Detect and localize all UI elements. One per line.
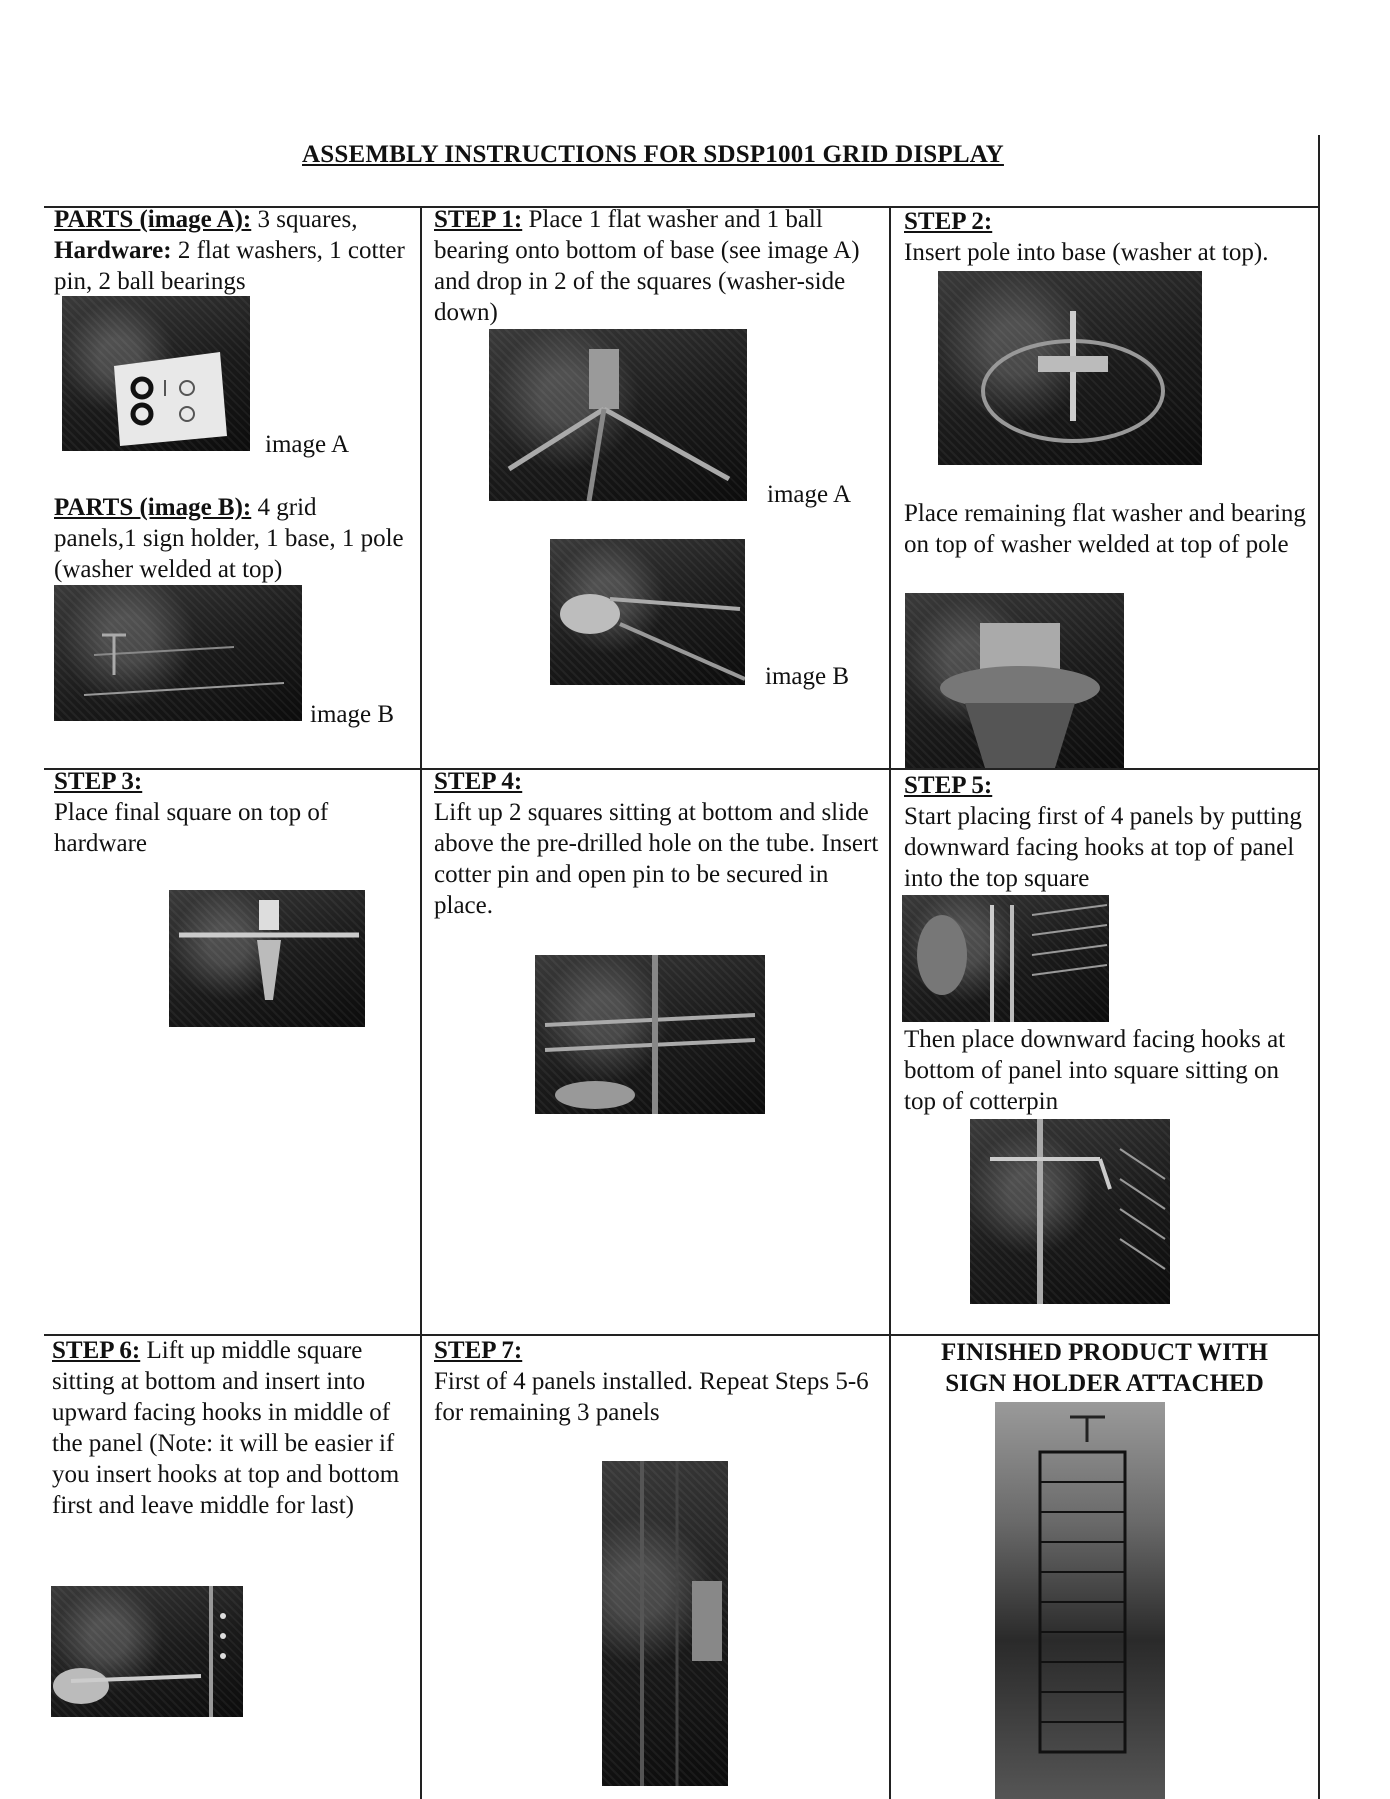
step5-photo-a — [902, 895, 1109, 1022]
step7-heading: STEP 7: — [434, 1337, 523, 1364]
step1-text — [434, 204, 884, 328]
step3-heading: STEP 3: — [54, 768, 143, 795]
step4-photo — [535, 955, 765, 1114]
step5-text — [904, 770, 1316, 894]
step1-photo-a — [489, 329, 747, 501]
step4-description: Lift up 2 squares sitting at bottom and slide above the pre-drilled hole on the tube. Insert cotter pin and open pin to be secured in place. — [434, 799, 879, 919]
step3-description: Place final square on top of hardware — [54, 799, 329, 857]
step2-photo-a — [938, 271, 1202, 465]
step7-text — [434, 1335, 884, 1428]
step5-text-2: Then place downward facing hooks at bottom of panel into square sitting on top of cotterpin — [904, 1026, 1286, 1115]
step5-heading: STEP 5: — [904, 772, 993, 799]
parts-a-hardware-label: Hardware: — [54, 237, 172, 264]
step2-text — [904, 206, 1316, 268]
step2-heading: STEP 2: — [904, 208, 993, 235]
finished-heading-line1: FINISHED PRODUCT WITH — [941, 1339, 1268, 1366]
step5-description: Start placing first of 4 panels by putting downward facing hooks at top of panel into the top square — [904, 803, 1302, 892]
step4-heading: STEP 4: — [434, 768, 523, 795]
step2-text-2: Place remaining flat washer and bearing on top of washer welded at top of pole — [904, 500, 1306, 558]
page-title: ASSEMBLY INSTRUCTIONS FOR SDSP1001 GRID DISPLAY — [302, 141, 1004, 168]
step7-photo — [602, 1461, 728, 1786]
grid-line-v2 — [889, 206, 891, 1799]
step1-photo-b — [550, 539, 745, 685]
parts-b-text — [54, 492, 404, 585]
parts-a-squares: 3 squares, — [251, 206, 358, 233]
parts-b-description: 4 grid panels,1 sign holder, 1 base, 1 pole (washer welded at top) — [54, 494, 404, 583]
step1-caption-a: image A — [767, 481, 852, 508]
grid-line-v3 — [1318, 206, 1320, 1799]
step6-description: Lift up middle square sitting at bottom and insert into upward facing hooks in middle of the panel (Note: it will be easier if you insert hooks at top and bottom first and leave middle for last) — [52, 1337, 400, 1519]
step6-photo — [51, 1586, 243, 1717]
step6-text — [52, 1335, 414, 1521]
grid-line-v1 — [420, 206, 422, 1799]
parts-a-hardware-text: 2 flat washers, 1 cotter pin, 2 ball bearings — [54, 237, 405, 295]
step1-description: Place 1 flat washer and 1 ball bearing onto bottom of base (see image A) and drop in 2 of the squares (washer-side down) — [434, 206, 860, 326]
parts-a-heading: PARTS (image A): — [54, 206, 252, 233]
grid-line-right-border-top — [1318, 135, 1320, 207]
step7-description: First of 4 panels installed. Repeat Steps 5-6 for remaining 3 panels — [434, 1368, 869, 1426]
finished-heading-line2: SIGN HOLDER ATTACHED — [945, 1370, 1264, 1397]
step5-photo-b — [970, 1119, 1170, 1304]
step6-heading: STEP 6: — [52, 1337, 141, 1364]
parts-a-photo — [62, 296, 250, 451]
step3-photo — [169, 890, 365, 1027]
step4-text — [434, 766, 884, 921]
finished-photo — [995, 1402, 1165, 1799]
step2-photo-b — [905, 593, 1124, 768]
step3-text — [54, 766, 414, 859]
parts-a-caption: image A — [265, 431, 350, 458]
parts-b-heading: PARTS (image B): — [54, 494, 252, 521]
parts-b-photo — [54, 585, 302, 721]
step1-heading: STEP 1: — [434, 206, 523, 233]
parts-b-caption: image B — [310, 701, 395, 728]
finished-heading — [891, 1337, 1318, 1399]
step1-caption-b: image B — [765, 663, 850, 690]
step2-description: Insert pole into base (washer at top). — [904, 239, 1269, 266]
parts-a-text — [54, 204, 414, 297]
